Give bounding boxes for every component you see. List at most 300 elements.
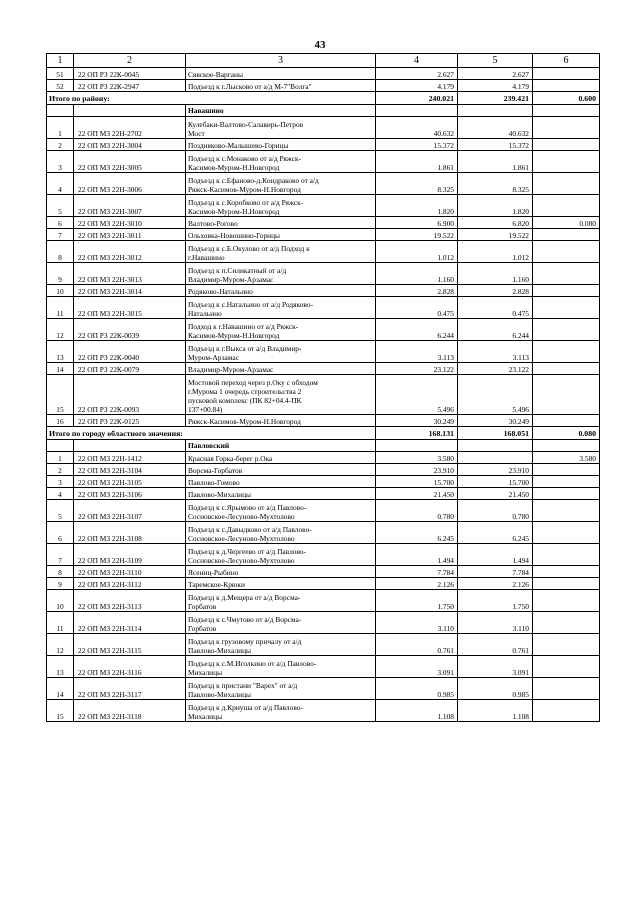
value-col-4: 8.325 — [376, 173, 458, 195]
table-row — [47, 195, 600, 217]
road-name-line: Сосновское-Лесуново-Мухтолово — [188, 534, 295, 543]
table-row — [47, 678, 600, 700]
road-code: 22 ОП МЗ 22Н-3109 — [74, 544, 186, 566]
road-name-line: пусковой комплекс (ПК 82+04.4-ПК — [188, 396, 302, 405]
road-name — [186, 375, 376, 415]
header-col-5: 5 — [458, 54, 533, 68]
value-col-5: 15.372 — [458, 139, 533, 151]
row-number: 9 — [47, 263, 74, 285]
row-number: 5 — [47, 500, 74, 522]
value-col-5: 8.325 — [458, 173, 533, 195]
road-name-line: г.Мурома 1 очередь строительства 2 — [188, 387, 302, 396]
road-name-line: Подъезд к пристани "Варех" от а/д — [188, 681, 298, 690]
total-col-6: 0.600 — [533, 92, 600, 105]
road-name-line: Сосновское-Лесуново-Мухтолово — [188, 556, 295, 565]
road-name-line: Подъезд к с.Чмутово от а/д Ворсма- — [188, 615, 302, 624]
value-col-5: 21.450 — [458, 488, 533, 500]
road-code: 22 ОП МЗ 22Н-3113 — [74, 590, 186, 612]
road-name — [186, 634, 376, 656]
row-number: 5 — [47, 195, 74, 217]
road-name-line: Ряжск-Касимов-Муром-Н.Новгород — [188, 185, 301, 194]
road-name — [186, 415, 376, 427]
road-name — [186, 544, 376, 566]
row-number: 4 — [47, 173, 74, 195]
table-row — [47, 634, 600, 656]
road-name-line: Натальино — [188, 309, 222, 318]
row-number: 8 — [47, 241, 74, 263]
value-col-6 — [533, 263, 600, 285]
value-col-4: 3.113 — [376, 341, 458, 363]
table-row — [47, 241, 600, 263]
value-col-4: 2.828 — [376, 285, 458, 297]
value-col-5: 1.861 — [458, 151, 533, 173]
value-col-4: 1.820 — [376, 195, 458, 217]
value-col-5: 2.828 — [458, 285, 533, 297]
value-col-4: 1.012 — [376, 241, 458, 263]
empty-cell — [376, 440, 458, 452]
road-name — [186, 217, 376, 229]
table-row — [47, 319, 600, 341]
road-name-line: Михалицы — [188, 712, 223, 721]
road-name — [186, 117, 376, 139]
value-col-5: 1.160 — [458, 263, 533, 285]
value-col-6 — [533, 195, 600, 217]
value-col-5: 1.108 — [458, 700, 533, 722]
row-number: 12 — [47, 319, 74, 341]
value-col-5: 3.091 — [458, 656, 533, 678]
value-col-5: 2.126 — [458, 578, 533, 590]
value-col-6 — [533, 139, 600, 151]
road-name — [186, 464, 376, 476]
total-col-5: 168.051 — [458, 427, 533, 440]
road-name — [186, 452, 376, 464]
value-col-6 — [533, 173, 600, 195]
value-col-6 — [533, 464, 600, 476]
table-row — [47, 297, 600, 319]
road-code: 22 ОП МЗ 22Н-3106 — [74, 488, 186, 500]
row-number: 14 — [47, 363, 74, 375]
table-row — [47, 656, 600, 678]
value-col-4: 6.245 — [376, 522, 458, 544]
value-col-4: 1.494 — [376, 544, 458, 566]
total-col-5: 239.421 — [458, 92, 533, 105]
value-col-4: 40.632 — [376, 117, 458, 139]
empty-cell — [458, 105, 533, 117]
row-number: 11 — [47, 297, 74, 319]
page-number: 43 — [314, 39, 326, 51]
road-name — [186, 285, 376, 297]
header-col-2: 2 — [74, 54, 186, 68]
district-header-row — [47, 105, 600, 117]
table-row — [47, 68, 600, 80]
road-code: 22 ОП РЗ 22К-0039 — [74, 319, 186, 341]
road-name-line: Красная Горка-берег р.Ока — [188, 454, 273, 463]
road-name-line: г.Навашино — [188, 253, 225, 262]
row-number: 7 — [47, 544, 74, 566]
value-col-6 — [533, 319, 600, 341]
empty-cell — [47, 105, 74, 117]
value-col-6 — [533, 241, 600, 263]
road-name — [186, 476, 376, 488]
row-number: 15 — [47, 700, 74, 722]
value-col-6 — [533, 229, 600, 241]
empty-cell — [74, 105, 186, 117]
road-name-line: Горбатов — [188, 602, 217, 611]
road-name-line: Подъезд к с.Б.Окулово от а/д Подход к — [188, 244, 310, 253]
value-col-5: 1.494 — [458, 544, 533, 566]
value-col-4: 3.091 — [376, 656, 458, 678]
road-name — [186, 488, 376, 500]
value-col-4: 4.179 — [376, 80, 458, 92]
road-name — [186, 612, 376, 634]
road-name-line: Кулебаки-Валтово-Салавирь-Петров — [188, 120, 304, 129]
row-number: 3 — [47, 476, 74, 488]
road-code: 22 ОП РЗ 22К-0093 — [74, 375, 186, 415]
value-col-4: 2.126 — [376, 578, 458, 590]
road-name-line: Мостовой переход через р.Оку с обходом — [188, 378, 318, 387]
value-col-6 — [533, 363, 600, 375]
road-name-line: Подъезд к г.Лысково от а/д М-7"Волга" — [188, 82, 312, 91]
road-name-line: Касимов-Муром-Н.Новгород — [188, 331, 280, 340]
road-name-line: Поздняково-Малышево-Горицы — [188, 141, 289, 150]
header-col-4: 4 — [376, 54, 458, 68]
total-label: Итого по городу областного значения: — [47, 427, 376, 440]
value-col-4: 0.761 — [376, 634, 458, 656]
value-col-5: 6.244 — [458, 319, 533, 341]
value-col-6 — [533, 297, 600, 319]
road-name-line: Касимов-Муром-Н.Новгород — [188, 207, 280, 216]
value-col-4: 7.784 — [376, 566, 458, 578]
empty-cell — [458, 440, 533, 452]
road-code: 22 ОП РЗ 22К-0125 — [74, 415, 186, 427]
road-name-line: Павлово-Михалицы — [188, 646, 252, 655]
road-name-line: Подъезд к с.Коробково от а/д Ряжск- — [188, 198, 304, 207]
value-col-6 — [533, 341, 600, 363]
table-row — [47, 522, 600, 544]
row-number: 51 — [47, 68, 74, 80]
road-code: 22 ОП МЗ 22Н-3015 — [74, 297, 186, 319]
road-code: 22 ОП МЗ 22Н-3013 — [74, 263, 186, 285]
table-row — [47, 229, 600, 241]
value-col-5: 1.012 — [458, 241, 533, 263]
total-row — [47, 92, 600, 105]
road-name — [186, 80, 376, 92]
value-col-6 — [533, 566, 600, 578]
road-name — [186, 229, 376, 241]
total-col-4: 168.131 — [376, 427, 458, 440]
value-col-5: 0.985 — [458, 678, 533, 700]
road-name-line: Павлово-Гомово — [188, 478, 240, 487]
row-number: 16 — [47, 415, 74, 427]
road-code: 22 ОП МЗ 22Н-3010 — [74, 217, 186, 229]
road-name — [186, 578, 376, 590]
road-name-line: Подъезд к д.Чергеево от а/д Павлово- — [188, 547, 307, 556]
road-name — [186, 522, 376, 544]
roads-table — [46, 53, 600, 722]
value-col-4: 15.700 — [376, 476, 458, 488]
row-number: 8 — [47, 566, 74, 578]
empty-cell — [533, 440, 600, 452]
value-col-6 — [533, 544, 600, 566]
road-name — [186, 195, 376, 217]
road-name-line: Владимир-Муром-Арзамас — [188, 275, 274, 284]
road-code: 22 ОП МЗ 22Н-3116 — [74, 656, 186, 678]
value-col-4: 0.475 — [376, 297, 458, 319]
table-row — [47, 263, 600, 285]
row-number: 2 — [47, 139, 74, 151]
table-row — [47, 117, 600, 139]
value-col-6 — [533, 578, 600, 590]
row-number: 13 — [47, 656, 74, 678]
value-col-5: 6.245 — [458, 522, 533, 544]
road-name — [186, 678, 376, 700]
road-code: 22 ОП МЗ 22Н-3114 — [74, 612, 186, 634]
road-name-line: Подъезд к с.Натальино от а/д Родяково- — [188, 300, 314, 309]
road-name-line: Подъезд к с.Давыдково от а/д Павлово- — [188, 525, 312, 534]
value-col-6 — [533, 700, 600, 722]
road-name-line: Подъезд к с.Ярымово от а/д Павлово- — [188, 503, 307, 512]
road-code: 22 ОП РЗ 22К-0079 — [74, 363, 186, 375]
road-code: 22 ОП МЗ 22Н-3108 — [74, 522, 186, 544]
road-name-line: Мост — [188, 129, 205, 138]
road-name-line: Ворсма-Горбатов — [188, 466, 243, 475]
table-row — [47, 500, 600, 522]
value-col-6 — [533, 68, 600, 80]
row-number: 6 — [47, 217, 74, 229]
road-name-line: Подход к г.Навашино от а/д Ряжск- — [188, 322, 299, 331]
road-name-line: Сявское-Варганы — [188, 70, 243, 79]
value-col-5: 1.750 — [458, 590, 533, 612]
empty-cell — [533, 105, 600, 117]
value-col-5: 3.110 — [458, 612, 533, 634]
value-col-5: 23.122 — [458, 363, 533, 375]
empty-cell — [47, 440, 74, 452]
value-col-6: 3.580 — [533, 452, 600, 464]
road-code: 22 ОП МЗ 22Н-3006 — [74, 173, 186, 195]
value-col-4: 5.496 — [376, 375, 458, 415]
table-row — [47, 476, 600, 488]
value-col-5: 0.475 — [458, 297, 533, 319]
table-row — [47, 375, 600, 415]
row-number: 7 — [47, 229, 74, 241]
road-code: 22 ОП МЗ 22Н-3014 — [74, 285, 186, 297]
road-name — [186, 297, 376, 319]
value-col-5: 15.700 — [458, 476, 533, 488]
road-name — [186, 341, 376, 363]
road-name-line: Подъезд к с.М.Иголкино от а/д Павлово- — [188, 659, 317, 668]
road-code: 22 ОП МЗ 22Н-3011 — [74, 229, 186, 241]
value-col-6: 0.080 — [533, 217, 600, 229]
road-name-line: Подъезд к с.Ефаново-д.Кондраково от а/д — [188, 176, 319, 185]
road-name — [186, 566, 376, 578]
row-number: 10 — [47, 590, 74, 612]
header-col-3: 3 — [186, 54, 376, 68]
value-col-4: 30.249 — [376, 415, 458, 427]
table-row — [47, 139, 600, 151]
value-col-5: 3.113 — [458, 341, 533, 363]
road-name-line: Ольховка-Новошино-Горицы — [188, 231, 281, 240]
table-row — [47, 488, 600, 500]
header-row — [47, 54, 600, 68]
value-col-4: 23.910 — [376, 464, 458, 476]
road-name-line: Родяково-Натальино — [188, 287, 253, 296]
road-name — [186, 590, 376, 612]
table-row — [47, 452, 600, 464]
value-col-5: 2.627 — [458, 68, 533, 80]
table-row — [47, 578, 600, 590]
table-row — [47, 415, 600, 427]
row-number: 4 — [47, 488, 74, 500]
total-col-6: 0.080 — [533, 427, 600, 440]
row-number: 15 — [47, 375, 74, 415]
value-col-5: 23.910 — [458, 464, 533, 476]
road-name — [186, 151, 376, 173]
value-col-5: 0.761 — [458, 634, 533, 656]
road-name-line: 137+00.84) — [188, 405, 223, 414]
value-col-6 — [533, 612, 600, 634]
value-col-5: 1.820 — [458, 195, 533, 217]
road-code: 22 ОП МЗ 22Н-3104 — [74, 464, 186, 476]
district-header-row — [47, 440, 600, 452]
road-name — [186, 263, 376, 285]
value-col-5: 4.179 — [458, 80, 533, 92]
row-number: 3 — [47, 151, 74, 173]
road-name-line: Подъезд к п.Силикатный от а/д — [188, 266, 287, 275]
row-number: 12 — [47, 634, 74, 656]
total-row — [47, 427, 600, 440]
value-col-4: 3.580 — [376, 452, 458, 464]
row-number: 1 — [47, 452, 74, 464]
table-row — [47, 151, 600, 173]
value-col-6 — [533, 590, 600, 612]
value-col-4: 21.450 — [376, 488, 458, 500]
value-col-5: 0.780 — [458, 500, 533, 522]
road-name-line: Касимов-Муром-Н.Новгород — [188, 163, 280, 172]
district-name: Павловский — [186, 440, 376, 452]
road-code: 22 ОП МЗ 22Н-3107 — [74, 500, 186, 522]
roads-table-body — [47, 54, 600, 722]
row-number: 1 — [47, 117, 74, 139]
road-code: 22 ОП РЗ 22К-0040 — [74, 341, 186, 363]
value-col-6 — [533, 375, 600, 415]
table-row — [47, 80, 600, 92]
row-number: 10 — [47, 285, 74, 297]
value-col-6 — [533, 500, 600, 522]
value-col-5 — [458, 452, 533, 464]
road-name-line: Подъезд к с.Монаково от а/д Ряжск- — [188, 154, 302, 163]
empty-cell — [376, 105, 458, 117]
road-name-line: Таремское-Крюки — [188, 580, 245, 589]
value-col-4: 0.780 — [376, 500, 458, 522]
total-col-4: 240.021 — [376, 92, 458, 105]
road-code: 22 ОП МЗ 22Н-1412 — [74, 452, 186, 464]
district-name: Навашино — [186, 105, 376, 117]
road-code: 22 ОП МЗ 22Н-3007 — [74, 195, 186, 217]
road-name — [186, 656, 376, 678]
table-row — [47, 612, 600, 634]
road-name — [186, 68, 376, 80]
road-name-line: Валтово-Рогово — [188, 219, 238, 228]
road-code: 22 ОП МЗ 22Н-3112 — [74, 578, 186, 590]
table-row — [47, 464, 600, 476]
value-col-6 — [533, 151, 600, 173]
value-col-5: 19.522 — [458, 229, 533, 241]
value-col-4: 3.110 — [376, 612, 458, 634]
value-col-4: 1.861 — [376, 151, 458, 173]
value-col-4: 6.900 — [376, 217, 458, 229]
road-code: 22 ОП МЗ 22Н-3117 — [74, 678, 186, 700]
road-name-line: Подъезд к грузовому причалу от а/д — [188, 637, 302, 646]
row-number: 11 — [47, 612, 74, 634]
road-name — [186, 700, 376, 722]
road-code: 22 ОП РЗ 22К-2947 — [74, 80, 186, 92]
value-col-6 — [533, 476, 600, 488]
row-number: 13 — [47, 341, 74, 363]
road-name-line: Подъезд к г.Выкса от а/д Владимир- — [188, 344, 302, 353]
road-name — [186, 241, 376, 263]
road-name-line: Муром-Арзамас — [188, 353, 239, 362]
road-code: 22 ОП РЗ 22К-0045 — [74, 68, 186, 80]
road-name — [186, 500, 376, 522]
table-row — [47, 173, 600, 195]
road-name-line: Михалицы — [188, 668, 223, 677]
value-col-6 — [533, 522, 600, 544]
road-name-line: Владимир-Муром-Арзамас — [188, 365, 274, 374]
row-number: 2 — [47, 464, 74, 476]
value-col-4: 1.108 — [376, 700, 458, 722]
road-code: 22 ОП МЗ 22Н-3105 — [74, 476, 186, 488]
value-col-5: 7.784 — [458, 566, 533, 578]
road-name-line: Подъезд к д.Мещера от а/д Ворсма- — [188, 593, 301, 602]
value-col-6 — [533, 80, 600, 92]
value-col-6 — [533, 488, 600, 500]
road-code: 22 ОП МЗ 22Н-3012 — [74, 241, 186, 263]
road-name — [186, 363, 376, 375]
value-col-4: 1.750 — [376, 590, 458, 612]
table-row — [47, 341, 600, 363]
road-code: 22 ОП МЗ 22Н-3118 — [74, 700, 186, 722]
road-name-line: Горбатов — [188, 624, 217, 633]
value-col-4: 6.244 — [376, 319, 458, 341]
value-col-6 — [533, 634, 600, 656]
value-col-6 — [533, 656, 600, 678]
value-col-6 — [533, 415, 600, 427]
value-col-5: 5.496 — [458, 375, 533, 415]
road-name-line: Ряжск-Касимов-Муром-Н.Новгород — [188, 417, 301, 426]
road-name-line: Ясениц-Рыбино — [188, 568, 239, 577]
road-name — [186, 319, 376, 341]
road-code: 22 ОП МЗ 22Н-3110 — [74, 566, 186, 578]
value-col-5: 6.820 — [458, 217, 533, 229]
row-number: 6 — [47, 522, 74, 544]
table-row — [47, 544, 600, 566]
value-col-4: 2.627 — [376, 68, 458, 80]
value-col-4: 15.372 — [376, 139, 458, 151]
road-code: 22 ОП МЗ 22Н-3004 — [74, 139, 186, 151]
row-number: 14 — [47, 678, 74, 700]
row-number: 9 — [47, 578, 74, 590]
value-col-6 — [533, 285, 600, 297]
total-label: Итого по району: — [47, 92, 376, 105]
table-row — [47, 363, 600, 375]
road-code: 22 ОП МЗ 22Н-3115 — [74, 634, 186, 656]
value-col-5: 40.632 — [458, 117, 533, 139]
road-name — [186, 139, 376, 151]
value-col-6 — [533, 678, 600, 700]
road-name-line: Подъезд к д.Криуша от а/д Павлово- — [188, 703, 303, 712]
value-col-4: 0.985 — [376, 678, 458, 700]
value-col-4: 23.122 — [376, 363, 458, 375]
